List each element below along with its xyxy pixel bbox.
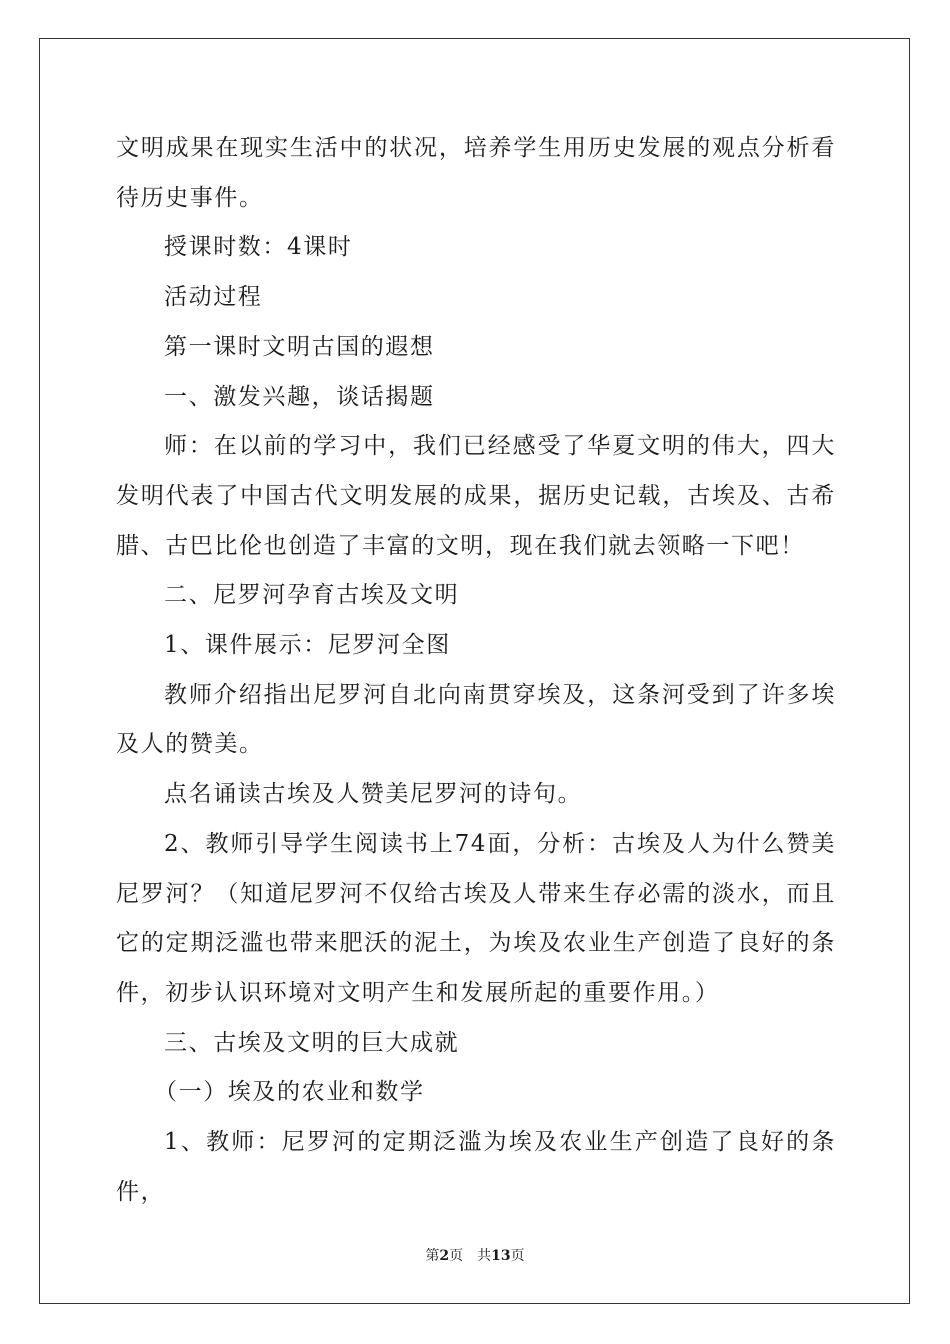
page-prefix: 第 <box>425 1248 440 1264</box>
total-suffix: 页 <box>510 1248 525 1264</box>
paragraph-11: 三、古埃及文明的巨大成就 <box>164 1029 460 1056</box>
paragraph-7: 1、课件展示：尼罗河全图 <box>164 632 451 659</box>
paragraph-5: 师：在以前的学习中，我们已经感受了华夏文明的伟大，四大发明代表了中国古代文明发展的成果，据历史记载，古埃及、古希腊、古巴比伦也创造了丰富的文明，现在我们就去领略一下吧！ <box>116 433 836 559</box>
page-number: 2 <box>439 1248 450 1264</box>
paragraph-3: 第一课时文明古国的遐想 <box>164 333 435 360</box>
paragraph-4: 一、激发兴趣，谈话揭题 <box>164 383 435 410</box>
page-suffix: 页 <box>449 1248 464 1264</box>
paragraph-0: 文明成果在现实生活中的状况，培养学生用历史发展的观点分析看待历史事件。 <box>116 135 836 211</box>
paragraph-9: 点名诵读古埃及人赞美尼罗河的诗句。 <box>164 781 583 808</box>
page-footer <box>0 1245 950 1265</box>
document-body <box>116 124 836 1217</box>
paragraph-1: 授课时数：4课时 <box>164 234 353 261</box>
total-pages: 13 <box>491 1248 511 1264</box>
paragraph-2: 活动过程 <box>164 284 263 311</box>
paragraph-6: 二、尼罗河孕育古埃及文明 <box>164 582 460 609</box>
paragraph-8: 教师介绍指出尼罗河自北向南贯穿埃及，这条河受到了许多埃及人的赞美。 <box>116 681 836 758</box>
paragraph-13: 1、教师：尼罗河的定期泛滥为埃及农业生产创造了良好的条件， <box>116 1129 836 1205</box>
paragraph-10: 2、教师引导学生阅读书上74面，分析：古埃及人为什么赞美尼罗河？（知道尼罗河不仅给古埃及人带来生存必需的淡水，而且它的定期泛滥也带来肥沃的泥土，为埃及农业生产创造了良好的条件，初步认识环境对文明产生和发展所起的重要作用。） <box>116 830 836 1006</box>
paragraph-12: （一）埃及的农业和数学 <box>154 1079 425 1106</box>
total-prefix: 共 <box>477 1248 492 1264</box>
